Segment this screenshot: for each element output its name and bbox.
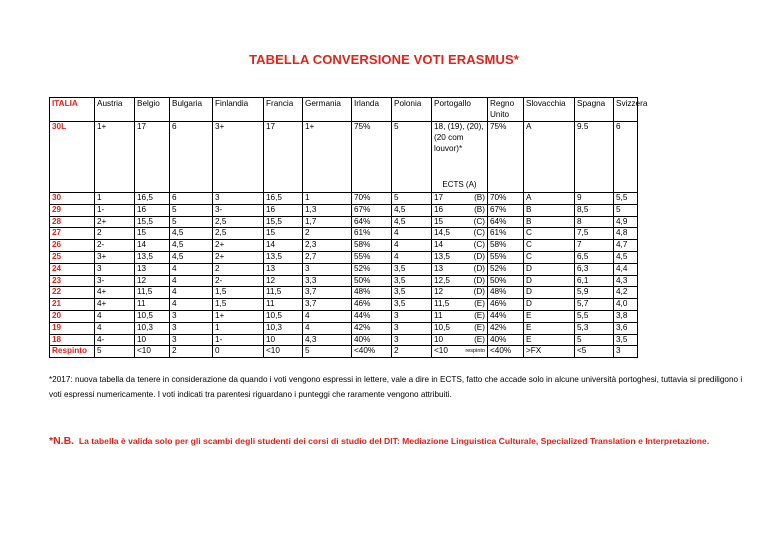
cell-belgio: 10: [135, 334, 170, 346]
cell-spagna: 8,5: [575, 204, 614, 216]
cell-slovacchia: E: [524, 310, 575, 322]
cell-germania: 2,7: [303, 251, 352, 263]
portogallo-ects: (E): [474, 334, 485, 344]
cell-austria-30l: 1+: [95, 122, 135, 193]
cell-italia: 28: [50, 216, 95, 228]
portogallo-value: 12,5: [434, 275, 450, 285]
cell-portogallo: [432, 228, 488, 240]
cell-regno-unito: 50%: [488, 275, 524, 287]
cell-belgio: 12: [135, 275, 170, 287]
cell-portogallo: [432, 287, 488, 299]
header-regno-unito: Regno Unito: [488, 98, 524, 122]
portogallo-value: 12: [434, 287, 444, 297]
cell-irlanda: 64%: [352, 216, 392, 228]
cell-francia: 14: [264, 240, 303, 252]
cell-slovacchia: D: [524, 263, 575, 275]
table-row: [50, 263, 638, 275]
cell-germania: 3,7: [303, 299, 352, 311]
cell-bulgaria: 2: [170, 346, 213, 358]
cell-regno-unito: 40%: [488, 334, 524, 346]
cell-svizzera-30l: 6: [614, 122, 638, 193]
table-header-row: [50, 98, 638, 122]
cell-polonia: 3: [392, 334, 432, 346]
header-portogallo: Portogallo: [432, 98, 488, 122]
cell-italia: 23: [50, 275, 95, 287]
cell-francia: 11,5: [264, 287, 303, 299]
cell-francia: 12: [264, 275, 303, 287]
portogallo-value: 13: [434, 263, 444, 273]
cell-svizzera: 5: [614, 204, 638, 216]
cell-polonia-30l: 5: [392, 122, 432, 193]
nb-text: La tabella è valida solo per gli scambi degli studenti dei corsi di studio del DIT: Mediazione Linguistica Culturale, Specialized Translation e Interpretazione.: [78, 436, 710, 446]
cell-austria: 2-: [95, 240, 135, 252]
cell-svizzera: 4,3: [614, 275, 638, 287]
table-row: [50, 346, 638, 358]
header-irlanda: Irlanda: [352, 98, 392, 122]
cell-francia: 13: [264, 263, 303, 275]
table-row: [50, 204, 638, 216]
cell-irlanda: 40%: [352, 334, 392, 346]
cell-finlandia: 0: [213, 346, 264, 358]
cell-bulgaria: 4,5: [170, 251, 213, 263]
portogallo-ects: (B): [474, 204, 485, 214]
cell-italia: 30: [50, 193, 95, 205]
cell-belgio: 10,5: [135, 310, 170, 322]
cell-italia: 26: [50, 240, 95, 252]
cell-belgio: 15: [135, 228, 170, 240]
cell-polonia: 4: [392, 251, 432, 263]
conversion-table: [49, 97, 648, 358]
cell-bulgaria: 4,5: [170, 228, 213, 240]
cell-svizzera: 4,2: [614, 287, 638, 299]
cell-regno-unito: 52%: [488, 263, 524, 275]
cell-italia: 21: [50, 299, 95, 311]
portogallo-value: <10: [434, 346, 448, 356]
cell-bulgaria-30l: 6: [170, 122, 213, 193]
page-title: TABELLA CONVERSIONE VOTI ERASMUS*: [249, 52, 519, 67]
cell-slovacchia: C: [524, 240, 575, 252]
cell-germania: 3: [303, 263, 352, 275]
cell-belgio: 11: [135, 299, 170, 311]
cell-svizzera: 4,8: [614, 228, 638, 240]
cell-slovacchia: E: [524, 334, 575, 346]
portogallo-ects: (B): [474, 193, 485, 202]
cell-svizzera: 5,5: [614, 193, 638, 205]
cell-bulgaria: 4: [170, 275, 213, 287]
cell-spagna: 8: [575, 216, 614, 228]
cell-portogallo: [432, 240, 488, 252]
table-row: [50, 240, 638, 252]
cell-portogallo: [432, 216, 488, 228]
cell-finlandia: 1-: [213, 334, 264, 346]
cell-polonia: 2: [392, 346, 432, 358]
cell-austria: 4: [95, 322, 135, 334]
portogallo-value: 16: [434, 204, 444, 214]
cell-francia: 11: [264, 299, 303, 311]
cell-regno-unito: 55%: [488, 251, 524, 263]
cell-germania: 2: [303, 228, 352, 240]
cell-svizzera: 3,6: [614, 322, 638, 334]
cell-germania: 3,3: [303, 275, 352, 287]
cell-irlanda: 61%: [352, 228, 392, 240]
cell-polonia: 4,5: [392, 204, 432, 216]
cell-slovacchia: B: [524, 204, 575, 216]
cell-belgio: 16,5: [135, 193, 170, 205]
cell-irlanda: 48%: [352, 287, 392, 299]
cell-portogallo-30l: [432, 122, 488, 193]
portogallo-ects: (E): [474, 322, 485, 332]
header-spagna: Spagna: [575, 98, 614, 122]
cell-bulgaria: 3: [170, 334, 213, 346]
cell-austria: 2: [95, 228, 135, 240]
cell-spagna: 7: [575, 240, 614, 252]
table-row: [50, 310, 638, 322]
cell-germania: 1,3: [303, 204, 352, 216]
portogallo-value: 11,5: [434, 299, 450, 309]
cell-spagna: 6,1: [575, 275, 614, 287]
cell-regno-unito: 42%: [488, 322, 524, 334]
cell-austria: 3-: [95, 275, 135, 287]
cell-portogallo: [432, 263, 488, 275]
portogallo-ects: respinto: [465, 348, 485, 355]
cell-francia: 15,5: [264, 216, 303, 228]
cell-finlandia: 2,5: [213, 216, 264, 228]
cell-irlanda: 70%: [352, 193, 392, 205]
cell-finlandia: 3-: [213, 204, 264, 216]
cell-regno-unito: 67%: [488, 204, 524, 216]
cell-spagna: 7,5: [575, 228, 614, 240]
portogallo-ects: (D): [473, 251, 485, 261]
cell-belgio-30l: 17: [135, 122, 170, 193]
cell-finlandia: 3: [213, 193, 264, 205]
cell-portogallo: [432, 322, 488, 334]
cell-slovacchia-30l: A: [524, 122, 575, 193]
portogallo-value: 11: [434, 310, 443, 320]
cell-spagna-30l: 9.5: [575, 122, 614, 193]
cell-italia-30l: 30L: [50, 122, 95, 193]
cell-italia: 22: [50, 287, 95, 299]
cell-bulgaria: 3: [170, 322, 213, 334]
cell-austria: 4: [95, 310, 135, 322]
portogallo-ects: (D): [473, 287, 485, 297]
cell-spagna: 5,5: [575, 310, 614, 322]
header-italia: ITALIA: [50, 98, 95, 122]
cell-austria: 1-: [95, 204, 135, 216]
portogallo-value: 13,5: [434, 251, 450, 261]
cell-francia: <10: [264, 346, 303, 358]
cell-irlanda: 50%: [352, 275, 392, 287]
nb-note: [49, 433, 749, 449]
header-bulgaria: Bulgaria: [170, 98, 213, 122]
cell-svizzera: 4,7: [614, 240, 638, 252]
cell-slovacchia: >FX: [524, 346, 575, 358]
cell-francia: 16,5: [264, 193, 303, 205]
cell-germania: 4: [303, 322, 352, 334]
cell-bulgaria: 4: [170, 287, 213, 299]
cell-polonia: 3,5: [392, 299, 432, 311]
cell-spagna: 9: [575, 193, 614, 205]
cell-finlandia: 2,5: [213, 228, 264, 240]
cell-slovacchia: D: [524, 275, 575, 287]
cell-finlandia: 1: [213, 322, 264, 334]
table-row: [50, 193, 638, 205]
cell-svizzera: 3: [614, 346, 638, 358]
cell-francia: 16: [264, 204, 303, 216]
cell-spagna: <5: [575, 346, 614, 358]
cell-irlanda: 46%: [352, 299, 392, 311]
cell-regno-unito: 70%: [488, 193, 524, 205]
cell-spagna: 6,3: [575, 263, 614, 275]
header-svizzera: Svizzera: [614, 98, 638, 122]
portogallo-30l-values: 18, (19), (20), (20 com louvor)*: [434, 122, 484, 153]
cell-austria: 4-: [95, 334, 135, 346]
portogallo-ects: (E): [474, 299, 485, 309]
cell-belgio: 10,3: [135, 322, 170, 334]
cell-finlandia-30l: 3+: [213, 122, 264, 193]
header-austria: Austria: [95, 98, 135, 122]
cell-slovacchia: E: [524, 322, 575, 334]
footnote: *2017: nuova tabella da tenere in considerazione da quando i voti vengono espressi in lettere, vale a dire in ECTS, fatto che accade solo in alcune università portoghesi, tuttavia si prediligono i voti espressi numericamente. I voti indicati tra parentesi riguardano i punteggi che raramente vengono attribuiti.: [49, 375, 743, 399]
cell-polonia: 3,5: [392, 263, 432, 275]
header-finlandia: Finlandia: [213, 98, 264, 122]
cell-belgio: 14: [135, 240, 170, 252]
table-row: [50, 275, 638, 287]
table-row: [50, 251, 638, 263]
cell-finlandia: 1,5: [213, 299, 264, 311]
nb-label: *N.B.: [49, 435, 75, 447]
cell-spagna: 5,7: [575, 299, 614, 311]
cell-italia: 25: [50, 251, 95, 263]
cell-svizzera: 3,8: [614, 310, 638, 322]
cell-regno-unito: 64%: [488, 216, 524, 228]
ects-label: ECTS (A): [442, 180, 477, 190]
cell-irlanda: 55%: [352, 251, 392, 263]
cell-spagna: 5: [575, 334, 614, 346]
cell-belgio: 16: [135, 204, 170, 216]
portogallo-ects: (C): [473, 228, 485, 238]
cell-svizzera: 4,0: [614, 299, 638, 311]
cell-bulgaria: 4,5: [170, 240, 213, 252]
cell-germania: 2,3: [303, 240, 352, 252]
cell-spagna: 5,9: [575, 287, 614, 299]
cell-italia: 20: [50, 310, 95, 322]
header-francia: Francia: [264, 98, 303, 122]
cell-finlandia: 2-: [213, 275, 264, 287]
cell-slovacchia: C: [524, 251, 575, 263]
cell-francia: 10,5: [264, 310, 303, 322]
portogallo-value: 14: [434, 240, 444, 250]
cell-regno-unito: 46%: [488, 299, 524, 311]
cell-francia: 13,5: [264, 251, 303, 263]
table-row: [50, 334, 638, 346]
cell-svizzera: 4,4: [614, 263, 638, 275]
portogallo-value: 15: [434, 216, 444, 226]
cell-bulgaria: 4: [170, 299, 213, 311]
cell-francia-30l: 17: [264, 122, 303, 193]
cell-polonia: 3,5: [392, 287, 432, 299]
cell-slovacchia: A: [524, 193, 575, 205]
header-belgio: Belgio: [135, 98, 170, 122]
cell-austria: 5: [95, 346, 135, 358]
cell-portogallo: [432, 299, 488, 311]
header-slovacchia: Slovacchia: [524, 98, 575, 122]
portogallo-ects: (C): [473, 216, 485, 226]
cell-portogallo: [432, 346, 488, 358]
portogallo-ects: (D): [473, 275, 485, 285]
cell-italia: 19: [50, 322, 95, 334]
cell-finlandia: 1,5: [213, 287, 264, 299]
cell-irlanda: 52%: [352, 263, 392, 275]
cell-polonia: 4: [392, 228, 432, 240]
cell-svizzera: 3,5: [614, 334, 638, 346]
cell-polonia: 3,5: [392, 275, 432, 287]
table-row: [50, 216, 638, 228]
table-row: [50, 322, 638, 334]
cell-regno-unito: 61%: [488, 228, 524, 240]
cell-bulgaria: 5: [170, 216, 213, 228]
table-row: [50, 228, 638, 240]
header-germania: Germania: [303, 98, 352, 122]
cell-spagna: 6,5: [575, 251, 614, 263]
cell-belgio: 15,5: [135, 216, 170, 228]
cell-finlandia: 2: [213, 263, 264, 275]
cell-germania: 3,7: [303, 287, 352, 299]
cell-regno-unito-30l: 75%: [488, 122, 524, 193]
cell-regno-unito: 58%: [488, 240, 524, 252]
cell-finlandia: 2+: [213, 251, 264, 263]
cell-polonia: 5: [392, 193, 432, 205]
table-row-30l: [50, 122, 638, 193]
cell-polonia: 4: [392, 240, 432, 252]
cell-irlanda-30l: 75%: [352, 122, 392, 193]
portogallo-value: 14,5: [434, 228, 450, 238]
cell-italia: Respinto: [50, 346, 95, 358]
cell-slovacchia: B: [524, 216, 575, 228]
cell-austria: 2+: [95, 216, 135, 228]
cell-svizzera: 4,5: [614, 251, 638, 263]
cell-regno-unito: <40%: [488, 346, 524, 358]
cell-italia: 24: [50, 263, 95, 275]
cell-slovacchia: D: [524, 287, 575, 299]
cell-regno-unito: 48%: [488, 287, 524, 299]
cell-portogallo: [432, 204, 488, 216]
cell-belgio: 13,5: [135, 251, 170, 263]
cell-bulgaria: 3: [170, 310, 213, 322]
cell-austria: 4+: [95, 287, 135, 299]
cell-svizzera: 4,9: [614, 216, 638, 228]
cell-belgio: 13: [135, 263, 170, 275]
cell-belgio: 11,5: [135, 287, 170, 299]
cell-slovacchia: D: [524, 299, 575, 311]
portogallo-ects: (E): [474, 310, 485, 320]
cell-austria: 3: [95, 263, 135, 275]
cell-polonia: 4,5: [392, 216, 432, 228]
cell-germania: 1: [303, 193, 352, 205]
cell-irlanda: 42%: [352, 322, 392, 334]
table-row: [50, 287, 638, 299]
header-polonia: Polonia: [392, 98, 432, 122]
cell-austria: 1: [95, 193, 135, 205]
cell-polonia: 3: [392, 310, 432, 322]
portogallo-value: 10,5: [434, 322, 450, 332]
cell-bulgaria: 5: [170, 204, 213, 216]
cell-bulgaria: 6: [170, 193, 213, 205]
cell-germania: 4: [303, 310, 352, 322]
cell-belgio: <10: [135, 346, 170, 358]
cell-irlanda: <40%: [352, 346, 392, 358]
cell-finlandia: 2+: [213, 240, 264, 252]
cell-italia: 18: [50, 334, 95, 346]
cell-germania: 1,7: [303, 216, 352, 228]
cell-italia: 29: [50, 204, 95, 216]
cell-francia: 10,3: [264, 322, 303, 334]
cell-irlanda: 44%: [352, 310, 392, 322]
cell-germania: 4,3: [303, 334, 352, 346]
portogallo-value: 17: [434, 193, 444, 202]
cell-finlandia: 1+: [213, 310, 264, 322]
cell-austria: 4+: [95, 299, 135, 311]
portogallo-value: 10: [434, 334, 444, 344]
cell-spagna: 5,3: [575, 322, 614, 334]
cell-regno-unito: 44%: [488, 310, 524, 322]
portogallo-ects: (C): [473, 240, 485, 250]
cell-austria: 3+: [95, 251, 135, 263]
cell-francia: 15: [264, 228, 303, 240]
cell-portogallo: [432, 275, 488, 287]
cell-germania: 5: [303, 346, 352, 358]
cell-francia: 10: [264, 334, 303, 346]
cell-portogallo: [432, 310, 488, 322]
cell-bulgaria: 4: [170, 263, 213, 275]
cell-irlanda: 67%: [352, 204, 392, 216]
table-row: [50, 299, 638, 311]
cell-italia: 27: [50, 228, 95, 240]
cell-portogallo: [432, 193, 488, 205]
cell-polonia: 3: [392, 322, 432, 334]
cell-slovacchia: C: [524, 228, 575, 240]
portogallo-ects: (D): [473, 263, 485, 273]
cell-portogallo: [432, 334, 488, 346]
cell-portogallo: [432, 251, 488, 263]
cell-irlanda: 58%: [352, 240, 392, 252]
cell-germania-30l: 1+: [303, 122, 352, 193]
